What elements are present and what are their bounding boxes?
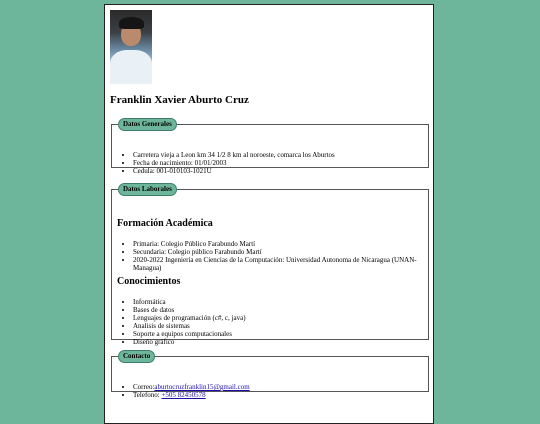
- phone-item: [133, 391, 250, 399]
- list-item: • Soporte a equipos computacionales: [133, 330, 246, 338]
- list-item: • Primaria: Colegio Público Farabundo Martí: [133, 240, 433, 248]
- email-item: [133, 383, 250, 391]
- list-item: • Analisis de sistemas: [133, 322, 246, 330]
- conocimientos-list: [112, 298, 246, 346]
- phone-link[interactable]: +505 82450578: [161, 391, 206, 399]
- list-item: • 2020-2022 Ingeniería en Ciencias de la Computación: Universidad Autonoma de Nicaragua (UNAN-Managua): [133, 256, 433, 272]
- email-label: Correo:: [133, 383, 155, 391]
- datos-generales-section: [111, 118, 429, 175]
- email-link[interactable]: aburtocruzfranklin15@gmail.com: [154, 383, 250, 391]
- list-item: • Cedula: 001-010103-1021U: [133, 167, 335, 175]
- list-item: • Fecha de nacimiento: 01/01/2003: [133, 159, 335, 167]
- datos-laborales-legend: Datos Laborales: [118, 183, 177, 196]
- list-item: • Diseño gráfico: [133, 338, 246, 346]
- list-item: • Informática: [133, 298, 246, 306]
- resume-page: [104, 4, 434, 424]
- datos-generales-list: [112, 151, 335, 175]
- datos-generales-legend: Datos Generales: [118, 118, 177, 131]
- contacto-legend: Contacto: [118, 350, 155, 363]
- phone-label: Telefono:: [133, 391, 162, 399]
- contacto-list: [112, 383, 250, 399]
- list-item: • Secundaria: Colegio público Farabundo Martí: [133, 248, 433, 256]
- list-item: • Carretera vieja a Leon km 34 1/2 8 km al noroeste, comarca los Aburtos: [133, 151, 335, 159]
- formacion-heading: Formación Académica: [117, 218, 213, 229]
- conocimientos-heading: Conocimientos: [117, 276, 181, 287]
- profile-name: Franklin Xavier Aburto Cruz: [110, 94, 249, 106]
- profile-photo: [110, 10, 152, 84]
- list-item: • Lenguajes de programación (c#, c, java): [133, 314, 246, 322]
- formacion-list: [112, 240, 433, 272]
- contacto-section: [111, 350, 429, 399]
- list-item: • Bases de datos: [133, 306, 246, 314]
- datos-laborales-section: [111, 183, 429, 346]
